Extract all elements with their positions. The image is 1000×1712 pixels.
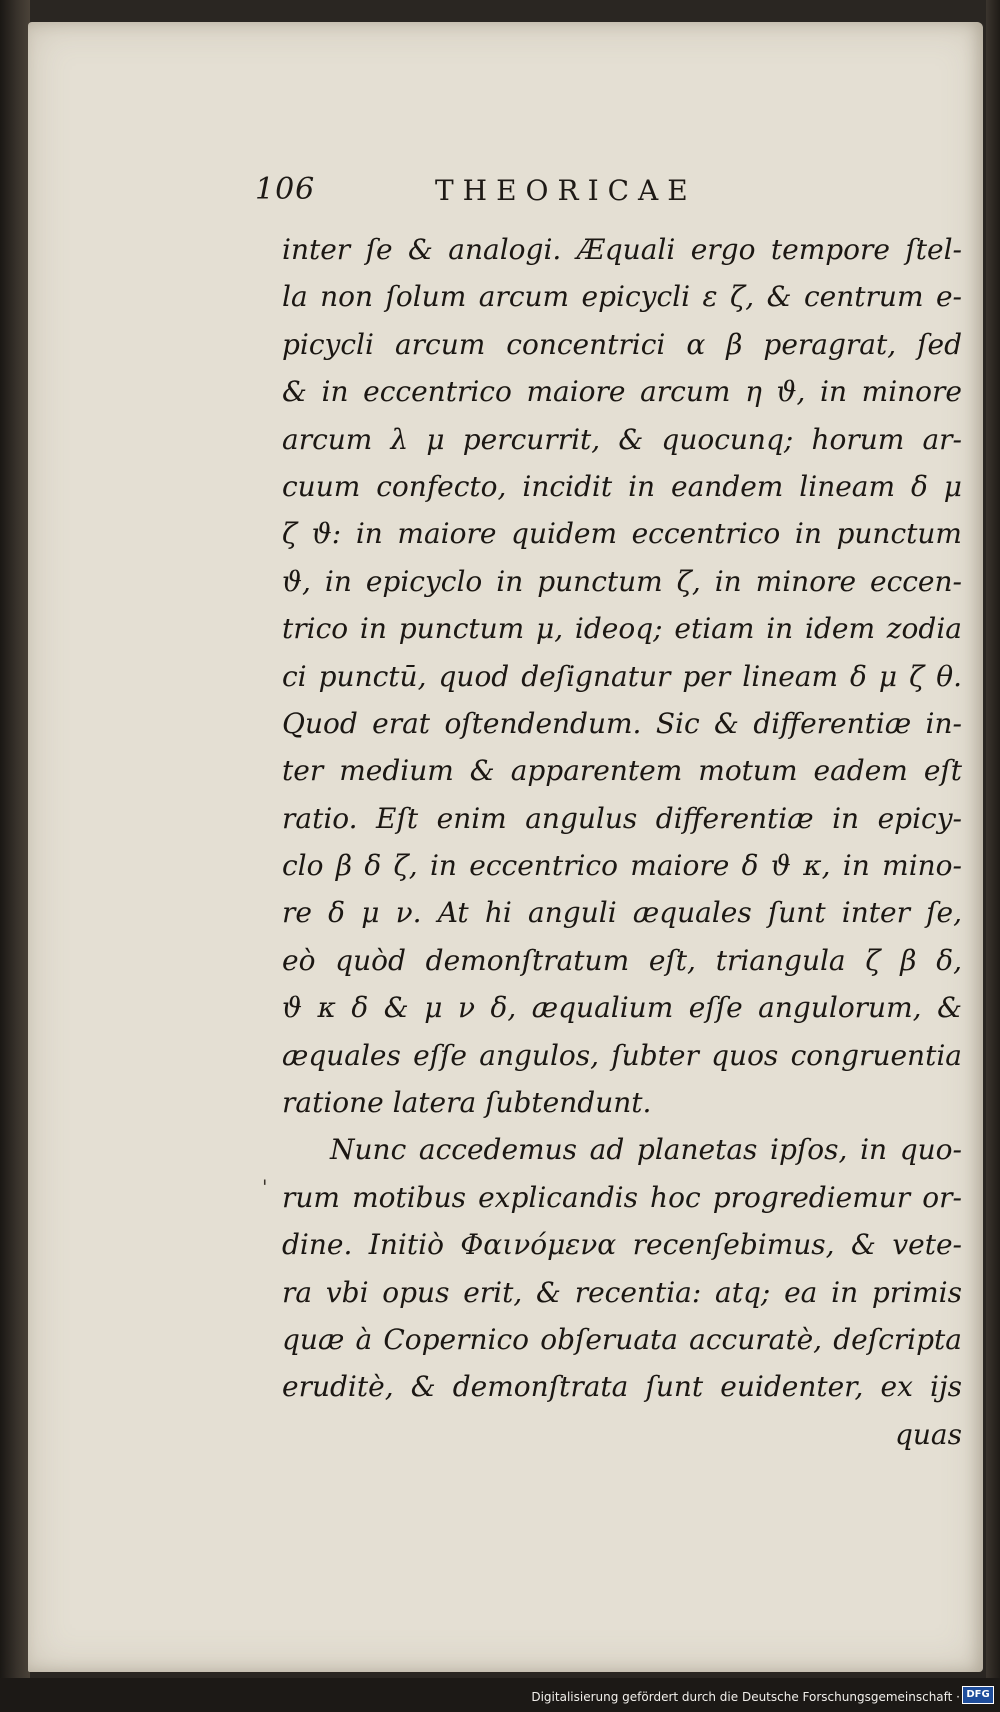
text-line: inter ſe & analogi. Æquali ergo tempore ſtel- [282,233,962,266]
page-edge [986,0,1000,1712]
text-line: quæ à Copernico obſeruata accuratè, deſcripta [282,1322,962,1356]
book-spine [0,0,30,1712]
text-line: & in eccentrico maiore arcum η ϑ, in minore [282,375,962,409]
text-line: picycli arcum concentrici α β peragrat, ſed [282,327,962,361]
text-line: ra vbi opus erit, & recentia: atq; ea in primis [282,1275,962,1309]
text-line: trico in punctum μ, ideoq; etiam in idem zodia [282,612,962,646]
page-header [255,170,775,214]
text-line: clo β δ ζ, in eccentrico maiore δ ϑ κ, in mino- [282,849,962,883]
catchword: quas [894,1417,962,1451]
marginal-mark: ' [262,1175,268,1199]
text-line: ratione latera ſubtendunt. [282,1086,652,1120]
text-line: rum motibus explicandis hoc progrediemur or- [282,1180,962,1214]
text-line: æquales eſſe angulos, ſubter quos congruentia [282,1038,962,1072]
text-line: Nunc accedemus ad planetas ipſos, in quo- [330,1133,962,1167]
text-line: eò quòd demonſtratum eſt, triangula ζ β δ, [282,943,962,977]
text-line: ϑ, in epicyclo in punctum ζ, in minore eccen- [282,564,962,598]
text-line: arcum λ μ percurrit, & quocunq; horum ar- [282,422,962,456]
digitization-footer [0,1678,1000,1712]
text-line: re δ μ ν. At hi anguli æquales ſunt inter ſe, [282,896,962,930]
body-text [282,226,962,1458]
text-line: la non ſolum arcum epicycli ε ζ, & centrum e- [282,280,962,314]
text-line: ζ ϑ: in maiore quidem eccentrico in punctum [282,517,962,551]
text-line: dine. Initiò Φαινόμενα recenſebimus, & vete- [282,1228,962,1262]
text-line: ratio. Eſt enim angulus differentiæ in epicy- [282,801,962,835]
text-line: ϑ κ δ & μ ν δ, æqualium eſſe angulorum, & [282,991,962,1025]
text-line: Quod erat oſtendendum. Sic & differentiæ in- [282,706,962,740]
running-title: THEORICAE [435,174,697,207]
page-number: 106 [255,172,316,207]
text-line: cuum confecto, incidit in eandem lineam δ μ [282,469,962,503]
text-line: eruditè, & demonſtrata ſunt euidenter, ex ijs [282,1370,962,1404]
dfg-logo: DFG [962,1686,994,1704]
text-line: ci punctū, quod deſignatur per lineam δ μ ζ θ. [282,659,962,693]
text-line: ter medium & apparentem motum eadem eſt [282,754,962,788]
dfg-credit: Digitalisierung gefördert durch die Deutsche Forschungsgemeinschaft · [531,1690,960,1704]
